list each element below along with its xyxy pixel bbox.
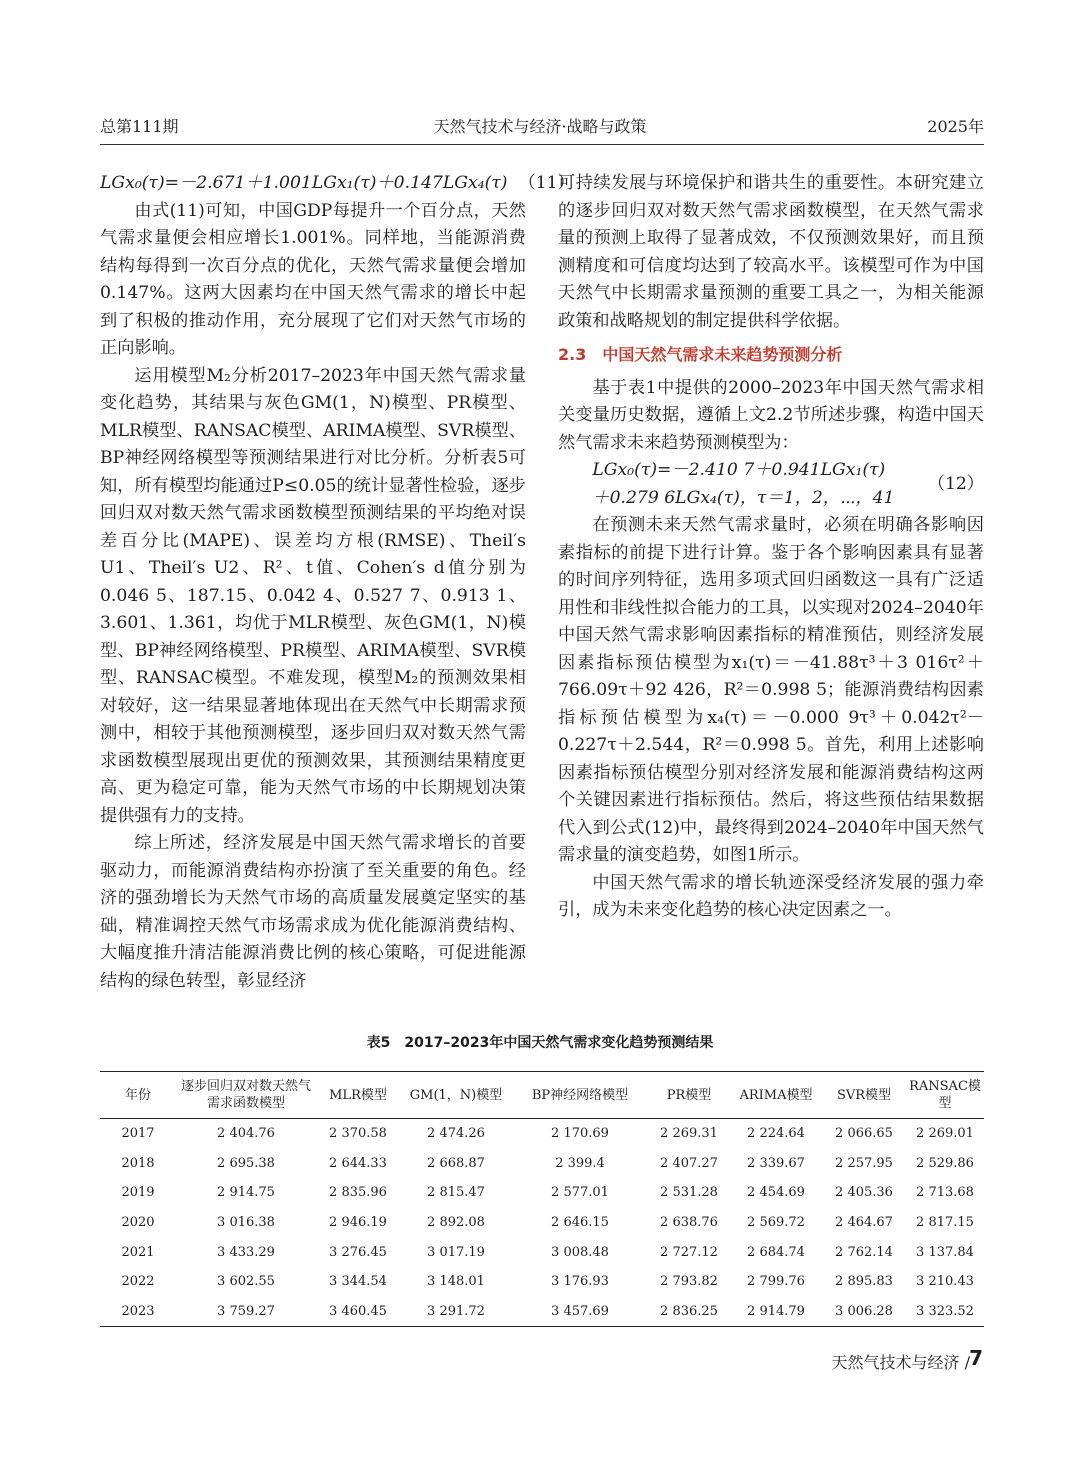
table-cell-value: 3 210.43 <box>916 1274 974 1290</box>
table-cell-value: 2 170.69 <box>551 1126 609 1142</box>
table-cell-value: 2 399.4 <box>555 1155 605 1171</box>
table-cell-value: 2 762.14 <box>835 1244 893 1260</box>
table-cell-value: 2 464.67 <box>835 1215 893 1231</box>
table-cell-value: 3 344.54 <box>329 1274 387 1290</box>
table-header: 年份 <box>100 1072 176 1119</box>
header-rule <box>100 144 984 145</box>
header-journal: 天然气技术与经济·战略与政策 <box>433 117 647 136</box>
table-header: SVR模型 <box>822 1072 906 1119</box>
table-cell-value: 3 176.93 <box>551 1274 609 1290</box>
table-cell-value: 3 276.45 <box>329 1244 387 1260</box>
table-cell-value: 2 793.82 <box>660 1274 718 1290</box>
table-cell-value: 2 836.25 <box>648 1297 730 1327</box>
equation-12 <box>558 457 984 512</box>
table-cell-year: 2018 <box>121 1155 155 1171</box>
table-cell-value: 2 474.26 <box>427 1126 485 1142</box>
table-row <box>100 1149 984 1179</box>
table-cell-value: 2 638.76 <box>660 1215 718 1231</box>
table-cell-value: 2 644.33 <box>329 1155 387 1171</box>
results-table <box>100 1071 984 1327</box>
table-cell-year: 2017 <box>121 1126 155 1142</box>
table-cell-value: 3 433.29 <box>217 1244 275 1260</box>
table-header: RANSAC模型 <box>906 1072 984 1119</box>
paragraph: 运用模型M₂分析2017–2023年中国天然气需求量变化趋势，其结果与灰色GM(1，N)模型、PR模型、MLR模型、RANSAC模型、ARIMA模型、SVR模型、BP神经网络模型等预测结果进行对比分析。分析表5可知，所有模型均能通过P≤0.05的统计显著性检验，逐步回归双对数天然气需求函数模型预测结果的平均绝对误差百分比(MAPE)、误差均方根(RMSE)、Theil′s U1、Theil′s U2、R²、t值、Cohen′s d值分别为0.046 5、187.15、0.042 4、0.527 7、0.913 1、3.601、1.361，均优于MLR模型、灰色GM(1，N)模型、BP神经网络模型、PR模型、ARIMA模型、SVR模型、RANSAC模型。不难发现，模型M₂的预测效果相对较好，这一结果显著地体现出在天然气中长期需求预测中，相较于其他预测模型，逐步回归双对数天然气需求函数模型展现出更优的预测效果，其预测结果精度更高、更为稳定可靠，能为天然气市场的中长期规划决策提供强有力的支持。 <box>100 365 526 826</box>
table-cell-value: 2 895.83 <box>835 1274 893 1290</box>
table-cell-value: 2 066.65 <box>835 1126 893 1142</box>
table-cell-value: 2 914.79 <box>730 1297 822 1327</box>
table-row <box>100 1208 984 1238</box>
header-year: 2025年 <box>927 117 984 136</box>
table-cell-value: 2 404.76 <box>217 1126 275 1142</box>
table-cell-value: 2 454.69 <box>747 1185 805 1201</box>
table-cell-value: 2 835.96 <box>329 1185 387 1201</box>
table-cell-value: 3 457.69 <box>512 1297 648 1327</box>
table-cell-value: 3 148.01 <box>427 1274 485 1290</box>
equation-11-number: （11） <box>518 173 575 193</box>
equation-12-line1: LGx₀(τ)=－2.410 7＋0.941LGx₁(τ) <box>592 460 886 480</box>
paragraph-continuation: 可持续发展与环境保护和谐共生的重要性。本研究建立的逐步回归双对数天然气需求函数模型，在天然气需求量的预测上取得了显著成效，不仅预测效果好，而且预测精度和可信度均达到了较高水平。该模型可作为中国天然气中长期需求量预测的重要工具之一，为相关能源政策和战略规划的制定提供科学依据。 <box>558 173 984 331</box>
table-cell-value: 2 569.72 <box>747 1215 805 1231</box>
table-cell-value: 2 407.27 <box>660 1155 718 1171</box>
table-cell-value: 3 602.55 <box>217 1274 275 1290</box>
right-column <box>558 170 984 925</box>
table-cell-year: 2022 <box>121 1274 155 1290</box>
table-cell-value: 2 224.64 <box>747 1126 805 1142</box>
table-header-row <box>100 1072 984 1119</box>
footer-journal: 天然气技术与经济 / <box>831 1353 970 1372</box>
table-cell-value: 2 713.68 <box>916 1185 974 1201</box>
table-header: PR模型 <box>648 1072 730 1119</box>
table-header: GM(1，N)模型 <box>400 1072 512 1119</box>
table-caption: 表5 2017–2023年中国天然气需求变化趋势预测结果 <box>366 1035 714 1051</box>
page-number: 7 <box>969 1346 983 1370</box>
table-cell-value: 2 531.28 <box>660 1185 718 1201</box>
equation-11: LGx₀(τ)=－2.671＋1.001LGx₁(τ)＋0.147LGx₄(τ) （11） <box>100 173 575 193</box>
table-cell-value: 2 946.19 <box>329 1215 387 1231</box>
table-cell-value: 3 017.19 <box>427 1244 485 1260</box>
section-title: 2.3 中国天然气需求未来趋势预测分析 <box>558 345 843 364</box>
paragraph: 基于表1中提供的2000–2023年中国天然气需求相关变量历史数据，遵循上文2.2节所述步骤，构造中国天然气需求未来趋势预测模型为： <box>558 377 984 453</box>
table-cell-value: 2 577.01 <box>551 1185 609 1201</box>
table-cell-value: 2 370.58 <box>329 1126 387 1142</box>
table-row <box>100 1297 984 1327</box>
table-cell-value: 3 759.27 <box>176 1297 316 1327</box>
equation-12-number: （12） <box>927 474 984 494</box>
table-cell-value: 2 269.31 <box>660 1126 718 1142</box>
paragraph: 由式(11)可知，中国GDP每提升一个百分点，天然气需求量便会相应增长1.001%。同样地，当能源消费结构每得到一次百分点的优化，天然气需求量便会增加0.147%。这两大因素均在中国天然气需求的增长中起到了积极的推动作用，充分展现了它们对天然气市场的正向影响。 <box>100 200 526 358</box>
table-cell-value: 2 695.38 <box>217 1155 275 1171</box>
table-row <box>100 1178 984 1208</box>
table-cell-value: 2 727.12 <box>660 1244 718 1260</box>
table-row <box>100 1267 984 1297</box>
table-cell-value: 2 914.75 <box>217 1185 275 1201</box>
table-row <box>100 1237 984 1267</box>
header-issue: 总第111期 <box>100 117 179 136</box>
paragraph: 在预测未来天然气需求量时，必须在明确各影响因素指标的前提下进行计算。鉴于各个影响因素具有显著的时间序列特征，选用多项式回归函数这一具有广泛适用性和非线性拟合能力的工具，以实现对2024–2040年中国天然气需求影响因素指标的精准预估，则经济发展因素指标预估模型为x₁(τ)＝－41.88τ³＋3 016τ²＋766.09τ＋92 426，R²＝0.998 5；能源消费结构因素指标预估模型为x₄(τ)＝－0.000 9τ³＋0.042τ²－0.227τ＋2.544，R²＝0.998 5。首先，利用上述影响因素指标预估模型分别对经济发展和能源消费结构这两个关键因素进行指标预估。然后，将这些预估结果数据代入到公式(12)中，最终得到2024–2040年中国天然气需求量的演变趋势，如图1所示。 <box>558 515 984 865</box>
table-cell-value: 2 668.87 <box>427 1155 485 1171</box>
table-cell-value: 3 016.38 <box>217 1215 275 1231</box>
table-cell-value: 2 646.15 <box>551 1215 609 1231</box>
table-cell-value: 3 323.52 <box>906 1297 984 1327</box>
table-cell-value: 2 892.08 <box>427 1215 485 1231</box>
table-header: ARIMA模型 <box>730 1072 822 1119</box>
table-cell-value: 2 684.74 <box>747 1244 805 1260</box>
table-cell-value: 3 460.45 <box>316 1297 400 1327</box>
table-cell-year: 2023 <box>100 1297 176 1327</box>
table-cell-value: 3 006.28 <box>822 1297 906 1327</box>
table-row <box>100 1119 984 1149</box>
paragraph: 综上所述，经济发展是中国天然气需求增长的首要驱动力，而能源消费结构亦扮演了至关重要的角色。经济的强劲增长为天然气市场的高质量发展奠定坚实的基础，精准调控天然气市场需求成为优化能源消费结构、大幅度推升清洁能源消费比例的核心策略，可促进能源结构的绿色转型，彰显经济 <box>100 833 526 991</box>
paragraph: 中国天然气需求的增长轨迹深受经济发展的强力牵引，成为未来变化趋势的核心决定因素之一。 <box>558 872 984 920</box>
table-header: BP神经网络模型 <box>512 1072 648 1119</box>
table-cell-value: 2 799.76 <box>747 1274 805 1290</box>
table-cell-value: 2 817.15 <box>916 1215 974 1231</box>
table-cell-value: 2 405.36 <box>835 1185 893 1201</box>
table-cell-year: 2020 <box>121 1215 155 1231</box>
table-header: 逐步回归双对数天然气需求函数模型 <box>176 1072 316 1119</box>
left-column <box>100 170 575 995</box>
table-cell-value: 3 137.84 <box>916 1244 974 1260</box>
table-cell-year: 2021 <box>121 1244 155 1260</box>
table-cell-value: 2 529.86 <box>916 1155 974 1171</box>
table-cell-value: 2 257.95 <box>835 1155 893 1171</box>
table-cell-value: 3 291.72 <box>400 1297 512 1327</box>
equation-12-line2: ＋0.279 6LGx₄(τ)，τ＝1，2，⋯，41 <box>592 487 895 508</box>
table-cell-value: 2 339.67 <box>747 1155 805 1171</box>
table-header: MLR模型 <box>316 1072 400 1119</box>
table-cell-value: 3 008.48 <box>551 1244 609 1260</box>
table-cell-value: 2 269.01 <box>916 1126 974 1142</box>
table-cell-value: 2 815.47 <box>427 1185 485 1201</box>
table-cell-year: 2019 <box>121 1185 155 1201</box>
